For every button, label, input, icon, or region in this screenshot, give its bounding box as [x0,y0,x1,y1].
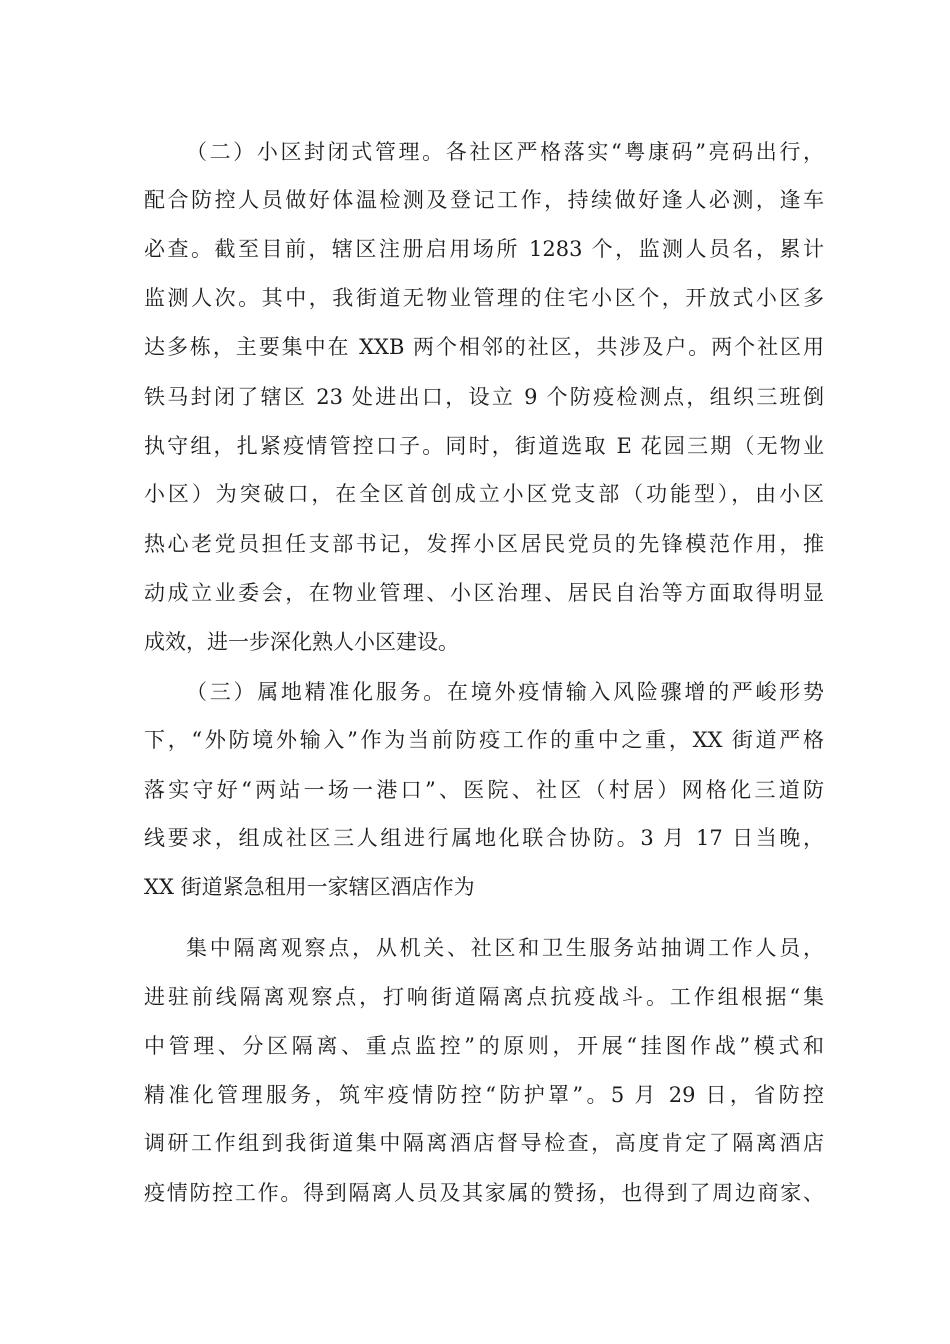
paragraph-1-line-8: 小区）为突破口，在全区首创成立小区党支部（功能型），由小区 [144,482,824,506]
paragraph-1-line-3: 必查。截至目前，辖区注册启用场所 1283 个，监测人员名，累计 [144,237,824,261]
paragraph-1-line-9: 热心老党员担任支部书记，发挥小区居民党员的先锋模范作用，推 [144,532,824,556]
paragraph-3-line-5: 调研工作组到我街道集中隔离酒店督导检查，高度肯定了隔离酒店 [144,1131,824,1155]
paragraph-1-line-11: 成效，进一步深化熟人小区建设。 [144,630,459,654]
paragraph-2-line-4: 线要求，组成社区三人组进行属地化联合协防。3 月 17 日当晚， [144,826,824,850]
paragraph-3-line-4: 精准化管理服务，筑牢疫情防控“防护罩”。5 月 29 日，省防控 [144,1083,824,1107]
paragraph-1-line-5: 达多栋，主要集中在 XXB 两个相邻的社区，共涉及户。两个社区用 [144,335,824,359]
paragraph-1-line-4: 监测人次。其中，我街道无物业管理的住宅小区个，开放式小区多 [144,286,824,310]
paragraph-3-line-2: 进驻前线隔离观察点，打响街道隔离点抗疫战斗。工作组根据“集 [144,985,824,1009]
paragraph-1-line-2: 配合防控人员做好体温检测及登记工作，持续做好逢人必测，逢车 [144,188,824,212]
paragraph-3-line-3: 中管理、分区隔离、重点监控”的原则，开展“挂图作战”模式和 [144,1034,824,1058]
paragraph-2-line-1: （三）属地精准化服务。在境外疫情输入风险骤增的严峻形势 [186,680,824,704]
paragraph-2-line-2: 下，“外防境外输入”作为当前防疫工作的重中之重，XX 街道严格 [144,728,824,752]
paragraph-3-line-6: 疫情防控工作。得到隔离人员及其家属的赞扬，也得到了周边商家、 [144,1181,824,1205]
paragraph-2-line-3: 落实守好“两站一场一港口”、医院、社区（村居）网格化三道防 [144,778,824,802]
paragraph-1-line-1: （二）小区封闭式管理。各社区严格落实“粤康码”亮码出行， [186,140,824,164]
paragraph-2-line-5: XX 街道紧急租用一家辖区酒店作为 [144,875,475,899]
paragraph-3-line-1: 集中隔离观察点，从机关、社区和卫生服务站抽调工作人员， [186,936,824,960]
paragraph-1-line-10: 动成立业委会，在物业管理、小区治理、居民自治等方面取得明显 [144,581,824,605]
paragraph-1-line-7: 执守组，扎紧疫情管控口子。同时，街道选取 E 花园三期（无物业 [144,434,824,458]
paragraph-1-line-6: 铁马封闭了辖区 23 处进出口，设立 9 个防疫检测点，组织三班倒 [144,385,824,409]
